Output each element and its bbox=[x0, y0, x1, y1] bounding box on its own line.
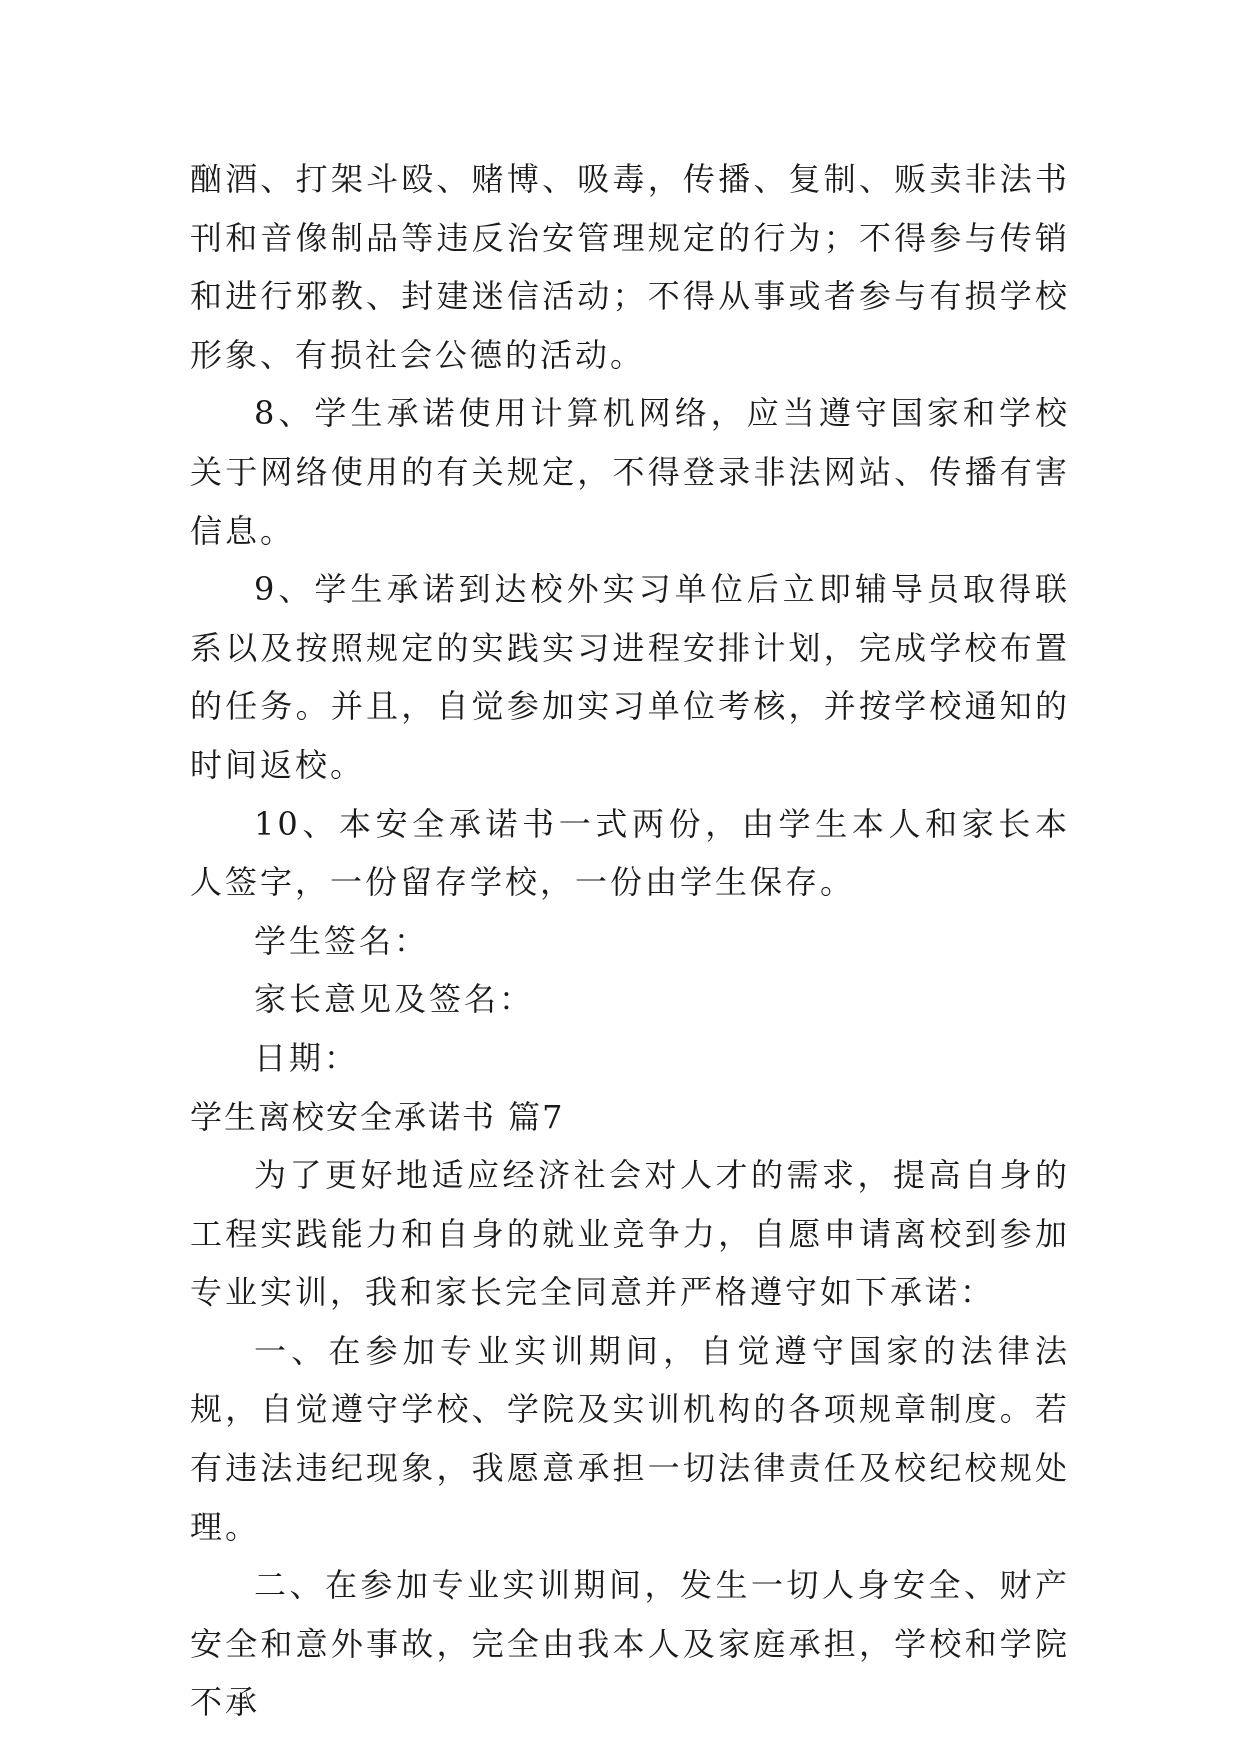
paragraph-item-9: 9、学生承诺到达校外实习单位后立即辅导员取得联系以及按照规定的实践实习进程安排计划，完成学校布置的任务。并且，自觉参加实习单位考核，并按学校通知的时间返校。 bbox=[190, 570, 1070, 784]
paragraph-item-8: 8、学生承诺使用计算机网络，应当遵守国家和学校关于网络使用的有关规定，不得登录非法网站、传播有害信息。 bbox=[190, 394, 1070, 550]
paragraph-continuation: 酗酒、打架斗殴、赌博、吸毒，传播、复制、贩卖非法书刊和音像制品等违反治安管理规定的行为；不得参与传销和进行邪教、封建迷信活动；不得从事或者参与有损学校形象、有损社会公德的活动。 bbox=[190, 160, 1070, 374]
section-heading: 学生离校安全承诺书 篇7 bbox=[190, 1097, 565, 1136]
paragraph-clause-1: 一、在参加专业实训期间，自觉遵守国家的法律法规，自觉遵守学校、学院及实训机构的各项规章制度。若有违法违纪现象，我愿意承担一切法律责任及校纪校规处理。 bbox=[190, 1331, 1070, 1546]
student-signature-line: 学生签名： bbox=[254, 921, 430, 960]
paragraph-intro: 为了更好地适应经济社会对人才的需求，提高自身的工程实践能力和自身的就业竞争力，自愿申请离校到参加专业实训，我和家长完全同意并严格遵守如下承诺： bbox=[190, 1156, 1070, 1312]
paragraph-clause-2: 二、在参加专业实训期间，发生一切人身安全、财产安全和意外事故，完全由我本人及家庭承担，学校和学院不承 bbox=[190, 1566, 1070, 1722]
document-page bbox=[190, 150, 1070, 1732]
paragraph-item-10: 10、本安全承诺书一式两份，由学生本人和家长本人签字，一份留存学校，一份由学生保存。 bbox=[190, 804, 1070, 902]
parent-signature-line: 家长意见及签名： bbox=[254, 980, 535, 1019]
date-line: 日期： bbox=[254, 1038, 360, 1077]
